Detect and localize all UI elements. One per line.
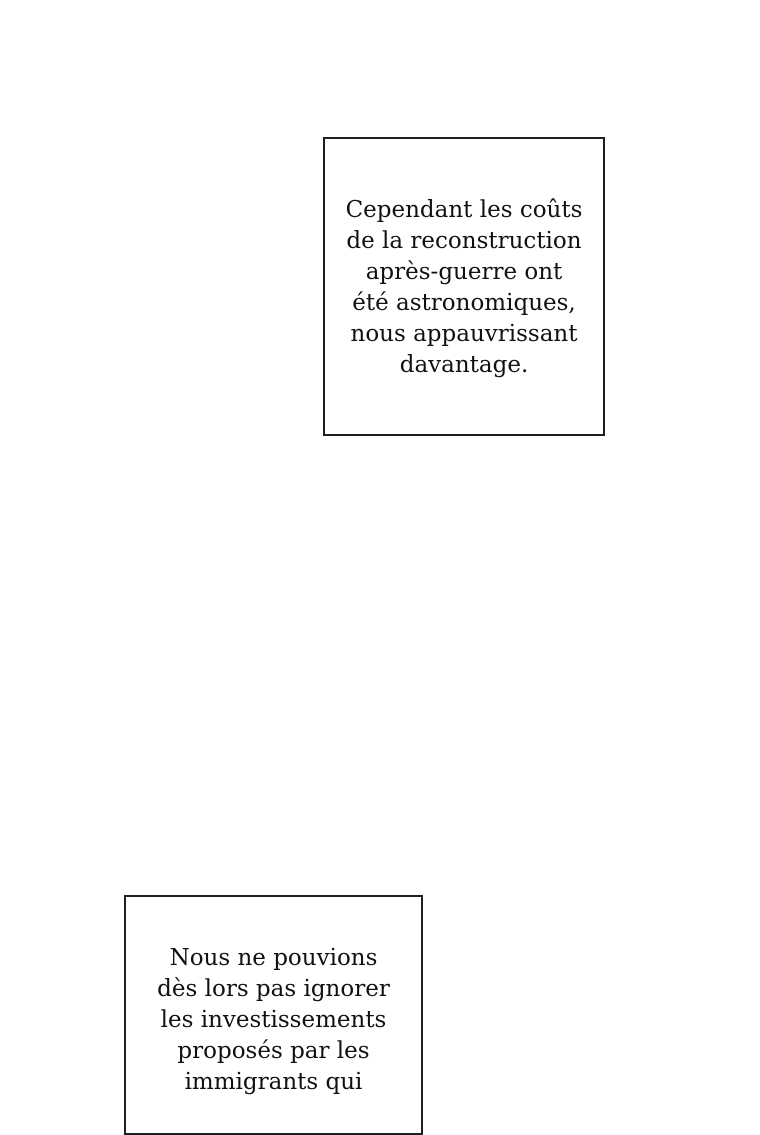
caption-line: après-guerre ont <box>365 259 563 285</box>
caption-line: les investissements <box>160 1007 387 1033</box>
caption-line: Nous ne pouvions <box>169 945 378 971</box>
caption-line: nous appauvrissant <box>350 321 578 347</box>
caption-line: été astronomiques, <box>352 290 576 316</box>
narration-caption-box <box>323 137 605 436</box>
narration-caption-box <box>124 895 423 1135</box>
caption-line: Cependant les coûts <box>345 197 583 223</box>
caption-line: de la reconstruction <box>346 228 582 254</box>
caption-line: proposés par les <box>177 1038 370 1064</box>
caption-line: davantage. <box>399 352 529 378</box>
caption-line: dès lors pas ignorer <box>157 976 390 1002</box>
caption-line: immigrants qui <box>184 1069 363 1095</box>
